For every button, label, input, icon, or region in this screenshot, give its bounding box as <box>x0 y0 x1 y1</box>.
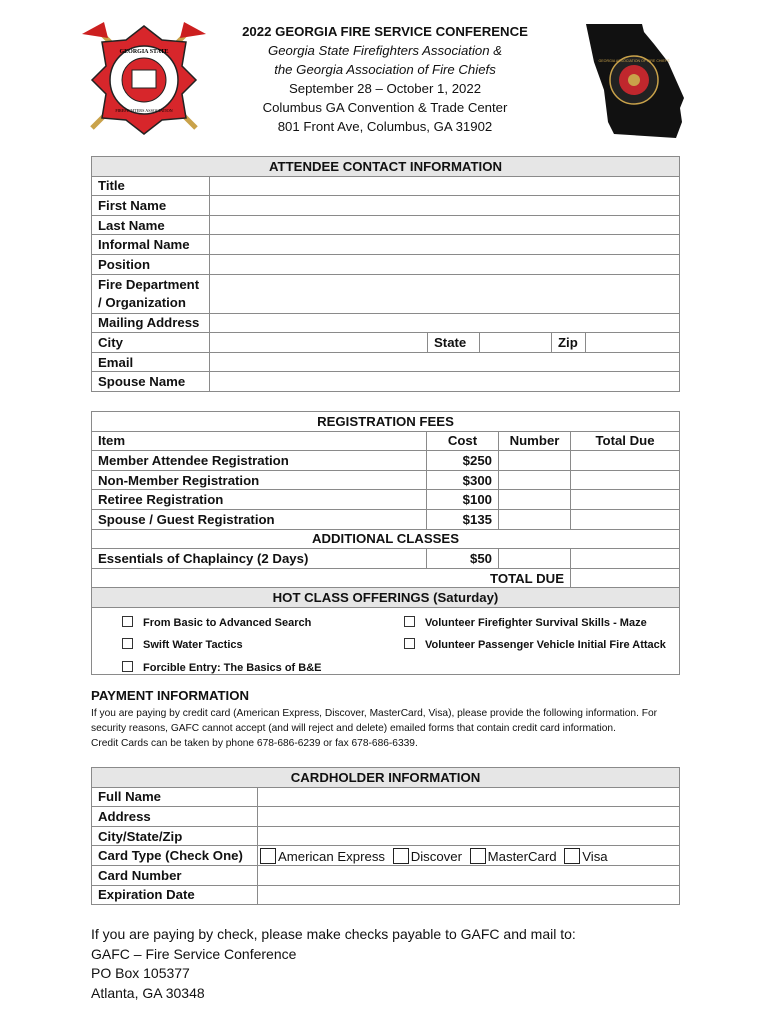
fee-cost: $100 <box>427 490 499 510</box>
hot-class-option-label: Volunteer Passenger Vehicle Initial Fire Attack <box>425 639 666 651</box>
checkbox-icon[interactable] <box>122 638 133 649</box>
last-name-label: Last Name <box>92 215 210 235</box>
checkbox-icon[interactable] <box>564 848 580 864</box>
number-column-header: Number <box>499 431 571 451</box>
card-type-label: Card Type (Check One) <box>92 846 258 866</box>
checkbox-icon[interactable] <box>122 661 133 672</box>
checkbox-icon[interactable] <box>404 638 415 649</box>
title-field[interactable] <box>210 176 680 196</box>
expiration-date-field[interactable] <box>258 885 680 905</box>
zip-label: Zip <box>552 333 586 353</box>
first-name-field[interactable] <box>210 196 680 216</box>
card-type-option[interactable] <box>260 849 385 864</box>
fee-number-field[interactable] <box>499 490 571 510</box>
cardholder-table <box>91 767 680 905</box>
attendee-contact-table <box>91 156 680 392</box>
hot-class-option[interactable] <box>404 616 647 629</box>
georgia-fire-chiefs-logo <box>584 22 688 140</box>
check-instructions: If you are paying by check, please make checks payable to GAFC and mail to: <box>91 926 576 942</box>
first-name-label: First Name <box>92 196 210 216</box>
mailing-address-label: Mailing Address <box>92 313 210 333</box>
card-type-label-mastercard: MasterCard <box>487 848 557 864</box>
fee-cost: $250 <box>427 451 499 471</box>
spouse-name-field[interactable] <box>210 372 680 392</box>
payment-instructions-line2: security reasons, GAFC cannot accept (and will reject and delete) emailed forms that contain credit card information. <box>91 723 616 734</box>
fee-total-field[interactable] <box>571 470 680 490</box>
card-number-field[interactable] <box>258 865 680 885</box>
header-organizers-1: Georgia State Firefighters Association & <box>267 43 503 58</box>
registration-fees-table <box>91 411 680 675</box>
email-field[interactable] <box>210 352 680 372</box>
fire-department-label <box>92 274 210 313</box>
fee-number-field[interactable] <box>499 451 571 471</box>
hot-class-option-label: Volunteer Firefighter Survival Skills - Maze <box>425 617 647 629</box>
fee-item: Non-Member Registration <box>92 470 427 490</box>
mail-to-po-box: PO Box 105377 <box>91 965 190 981</box>
logo-text-bottom: FIREFIGHTERS ASSOCIATION <box>115 108 173 113</box>
informal-name-label: Informal Name <box>92 235 210 255</box>
checkbox-icon[interactable] <box>470 848 486 864</box>
city-state-zip-label: City/State/Zip <box>92 826 258 846</box>
city-state-zip-field[interactable] <box>258 826 680 846</box>
fee-item: Spouse / Guest Registration <box>92 509 427 529</box>
card-type-options <box>258 846 680 866</box>
card-type-label-amex: American Express <box>278 848 386 864</box>
informal-name-field[interactable] <box>210 235 680 255</box>
spouse-name-label: Spouse Name <box>92 372 210 392</box>
fee-row <box>92 451 680 471</box>
fee-cost: $50 <box>427 549 499 569</box>
hot-class-option[interactable] <box>122 661 321 674</box>
full-name-label: Full Name <box>92 787 258 807</box>
last-name-field[interactable] <box>210 215 680 235</box>
state-label: State <box>428 333 480 353</box>
city-field[interactable] <box>210 333 428 353</box>
card-type-label-visa: Visa <box>582 848 608 864</box>
payment-information-title: PAYMENT INFORMATION <box>91 688 250 703</box>
fees-heading: REGISTRATION FEES <box>92 412 680 432</box>
header-address: 801 Front Ave, Columbus, GA 31902 <box>277 119 493 134</box>
fee-cost: $135 <box>427 509 499 529</box>
fee-total-field[interactable] <box>571 451 680 471</box>
address-field[interactable] <box>258 807 680 827</box>
additional-classes-heading: ADDITIONAL CLASSES <box>92 529 680 549</box>
fee-row <box>92 490 680 510</box>
card-type-label-discover: Discover <box>410 848 462 864</box>
payment-instructions <box>91 706 681 751</box>
zip-field[interactable] <box>586 333 680 353</box>
card-type-option[interactable] <box>470 849 557 864</box>
header-dates: September 28 – October 1, 2022 <box>288 81 482 96</box>
header-organizers-2: the Georgia Association of Fire Chiefs <box>274 62 496 77</box>
fee-total-field[interactable] <box>571 490 680 510</box>
fee-row <box>92 470 680 490</box>
fire-department-field[interactable] <box>210 274 680 313</box>
fee-row <box>92 549 680 569</box>
mail-to-name: GAFC – Fire Service Conference <box>91 945 297 962</box>
hot-class-option[interactable] <box>404 638 666 651</box>
position-label: Position <box>92 254 210 274</box>
fee-item: Essentials of Chaplaincy (2 Days) <box>92 549 427 569</box>
fire-department-label-line2: / Organization <box>98 294 186 310</box>
fee-number-field[interactable] <box>499 470 571 490</box>
hot-class-heading: HOT CLASS OFFERINGS (Saturday) <box>92 588 680 608</box>
full-name-field[interactable] <box>258 787 680 807</box>
attendee-heading: ATTENDEE CONTACT INFORMATION <box>92 157 680 177</box>
cardholder-heading: CARDHOLDER INFORMATION <box>92 768 680 788</box>
item-column-header: Item <box>92 431 427 451</box>
fee-item: Member Attendee Registration <box>92 451 427 471</box>
mail-to-city: Atlanta, GA 30348 <box>91 984 205 1001</box>
fee-total-field[interactable] <box>571 549 680 569</box>
fire-department-label-line1: Fire Department <box>98 276 200 292</box>
hot-class-option-label: Swift Water Tactics <box>143 639 243 651</box>
fee-number-field[interactable] <box>499 509 571 529</box>
position-field[interactable] <box>210 254 680 274</box>
fee-number-field[interactable] <box>499 549 571 569</box>
state-field[interactable] <box>480 333 552 353</box>
right-logo-text: GEORGIA ASSOCIATION OF FIRE CHIEFS <box>598 59 670 63</box>
checkbox-icon[interactable] <box>393 848 409 864</box>
header-venue: Columbus GA Convention & Trade Center <box>262 100 508 115</box>
conference-header <box>200 22 570 136</box>
check-payment-info <box>91 925 576 1003</box>
checkbox-icon[interactable] <box>260 848 276 864</box>
card-type-option[interactable] <box>564 849 607 864</box>
fee-item: Retiree Registration <box>92 490 427 510</box>
checkbox-icon[interactable] <box>404 616 415 627</box>
mailing-address-field[interactable] <box>210 313 680 333</box>
hot-class-option-label: Forcible Entry: The Basics of B&E <box>143 662 322 674</box>
hot-class-option[interactable] <box>122 638 243 651</box>
logo-text-top: GEORGIA STATE <box>119 49 169 55</box>
address-label: Address <box>92 807 258 827</box>
city-label: City <box>92 333 210 353</box>
total-due-field[interactable] <box>571 568 680 588</box>
checkbox-icon[interactable] <box>122 616 133 627</box>
fee-row <box>92 509 680 529</box>
payment-instructions-line3: Credit Cards can be taken by phone 678-686-6239 or fax 678-686-6339. <box>91 738 418 749</box>
payment-instructions-line1: If you are paying by credit card (American Express, Discover, MasterCard, Visa), please provide the following information. For <box>91 708 658 719</box>
expiration-date-label: Expiration Date <box>92 885 258 905</box>
total-due-label: TOTAL DUE <box>92 568 571 588</box>
fee-total-field[interactable] <box>571 509 680 529</box>
firefighters-association-logo <box>74 20 214 136</box>
hot-class-option[interactable] <box>122 616 311 629</box>
hot-class-option-label: From Basic to Advanced Search <box>143 617 312 629</box>
fee-cost: $300 <box>427 470 499 490</box>
cost-column-header: Cost <box>427 431 499 451</box>
card-type-option[interactable] <box>393 849 462 864</box>
conference-title: 2022 GEORGIA FIRE SERVICE CONFERENCE <box>242 24 528 39</box>
title-label: Title <box>92 176 210 196</box>
card-number-label: Card Number <box>92 865 258 885</box>
total-due-column-header: Total Due <box>571 431 680 451</box>
email-label: Email <box>92 352 210 372</box>
